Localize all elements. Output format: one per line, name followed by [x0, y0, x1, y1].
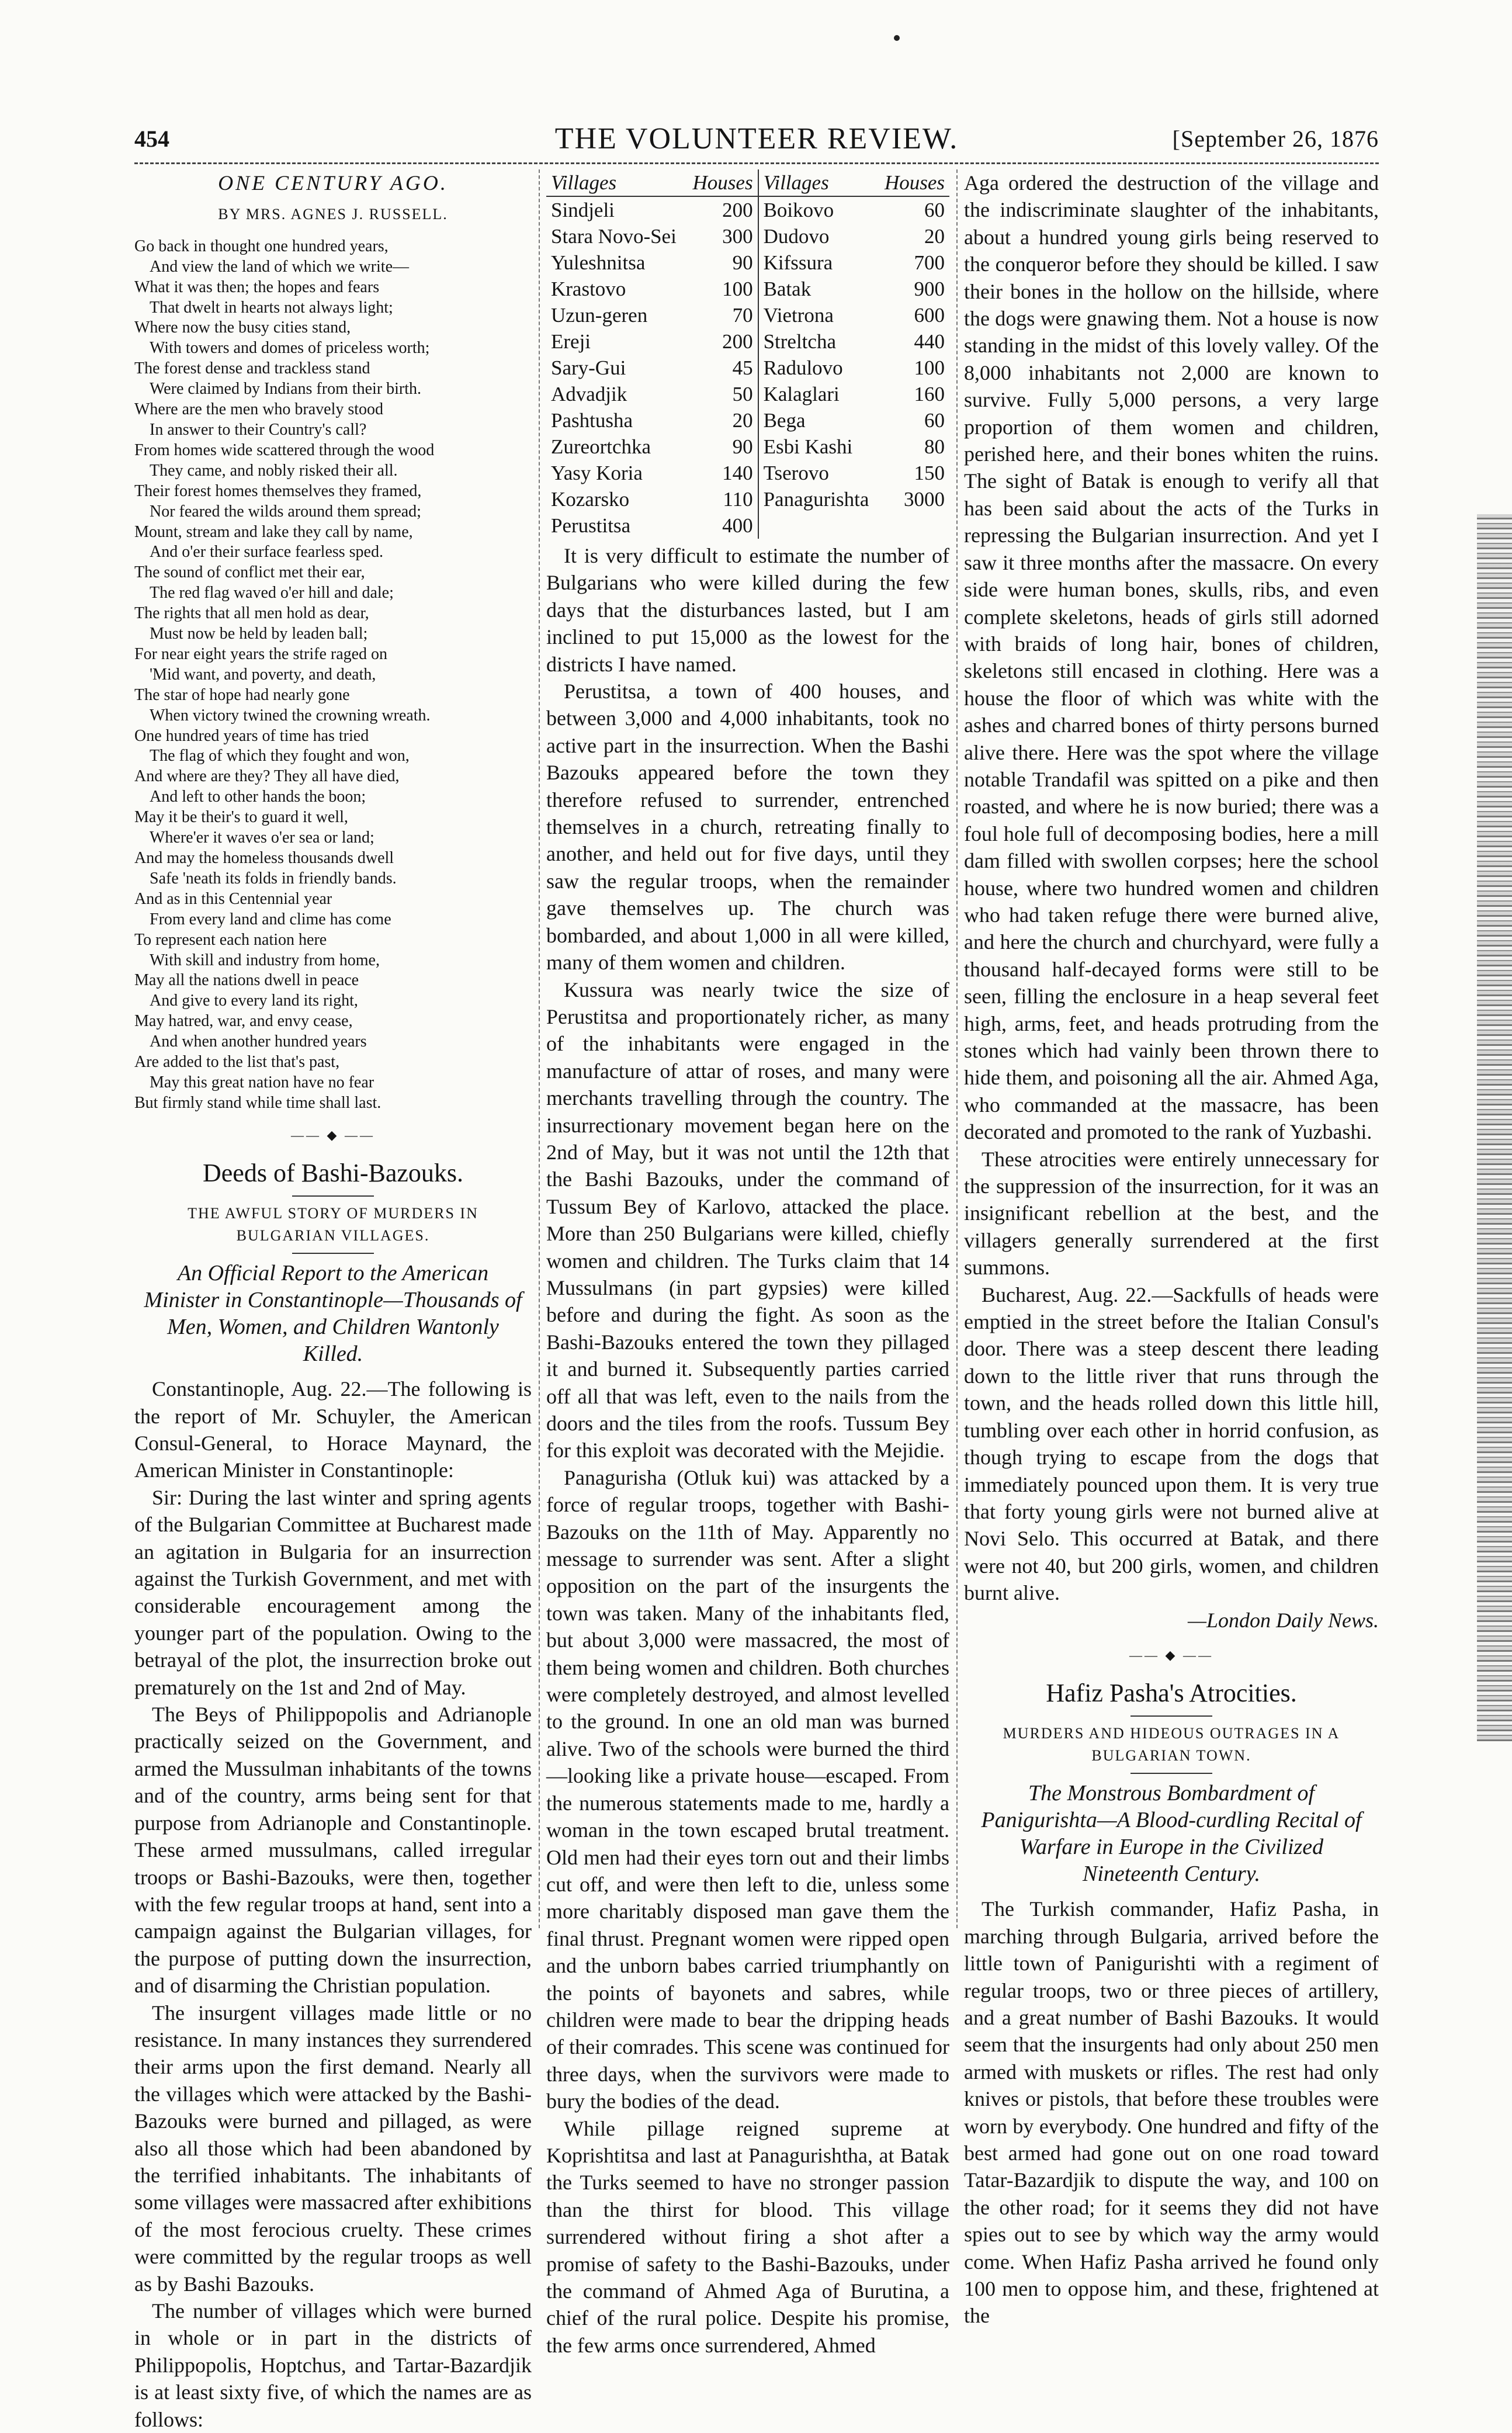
village-name: Ereji: [551, 330, 591, 353]
village-name: [758, 512, 878, 539]
poem-line: And left to other hands the boon;: [150, 788, 366, 806]
poem-line: And when another hundred years: [150, 1032, 367, 1051]
house-count: 70: [732, 304, 753, 327]
house-count: 90: [732, 435, 753, 458]
paragraph: Constantinople, Aug. 22.—The following is the report of Mr. Schuyler, the American Consul-General, to Horace Maynard, the American Minister in Constantinople:: [134, 1377, 532, 1482]
house-count: 150: [914, 462, 945, 484]
poem-body: [134, 237, 532, 1114]
table-row: [546, 223, 949, 249]
table-row: [546, 302, 949, 328]
issue-date: [September 26, 1876: [1172, 126, 1379, 152]
house-count: 20: [924, 225, 945, 248]
table-row: [546, 486, 949, 512]
subhead-rule: [1130, 1773, 1212, 1774]
table-row: [546, 196, 949, 223]
article-headline: Hafiz Pasha's Atrocities.: [1046, 1679, 1297, 1708]
house-count: 110: [723, 488, 753, 511]
section-ornament: —— ◆ ——: [1129, 1647, 1213, 1662]
article-subhead: THE AWFUL STORY OF MURDERS IN BULGARIAN VILLAGES.: [188, 1205, 478, 1245]
paragraph: Aga ordered the destruction of the village and the indiscriminate slaughter of the inhabitants, about a hundred young girls being reserved to the conqueror before they should be killed. I saw their bones in the hollow on the hillside, where the dogs were gnawing them. Not a house is now standing in the midst of this lovely valley. Of the 8,000 inhabitants not 2,000 are known to survive. Fully 5,000 persons, a very large proportion of them women and children, perished here, and their bones whiten the ruins. The sight of Batak is enough to verify all that has been said about the acts of the Turks in repressing the Bulgarian insurrection. And yet I saw it three months after the massacre. On every side were human bones, skulls, ribs, and even complete skeletons, heads of girls still adorned with braids of long hair, bones of children, skeletons still encased in clothing. Here was a house the floor of which was white with the ashes and charred bones of thirty persons burned alive there. Here was the spot where the village notable Trandafil was spitted on a pike and then roasted, and where he is now buried; there was a foul hole full of decomposing bodies, here a mill dam filled with swollen corpses; here the school house, where two hundred women and children who had taken refuge there were burned alive, and here the church and churchyard, were fully a thousand half-decayed forms were still to be seen, filling the enclosure in a heap several feet high, arms, feet, and heads protruding from the stones which had vainly been thrown there to hide them, and poisoning all the air. Ahmed Aga, who commanded at the massacre, has been decorated and promoted to the rank of Yuzbashi.: [964, 171, 1379, 1144]
poem-line: Are added to the list that's past,: [134, 1053, 340, 1072]
table-row: [546, 249, 949, 276]
article-subhead: MURDERS AND HIDEOUS OUTRAGES IN A BULGARIAN TOWN.: [1003, 1725, 1340, 1765]
poem-line: Nor feared the wilds around them spread;: [150, 502, 421, 521]
poem-line: And as in this Centennial year: [134, 889, 332, 908]
village-name: Panagurishta: [758, 486, 878, 512]
poem-line: With skill and industry from home,: [150, 951, 380, 969]
village-name: Streltcha: [758, 328, 878, 355]
village-name: Yuleshnitsa: [551, 251, 646, 274]
poem-line: Safe 'neath its folds in friendly bands.: [150, 869, 397, 888]
house-count: 160: [914, 383, 945, 406]
table-row: [546, 434, 949, 460]
poem-line: The rights that all men hold as dear,: [134, 604, 369, 623]
paragraph: Perustitsa, a town of 400 houses, and between 3,000 and 4,000 inhabitants, took no active part in the insurrection. When the Bashi Bazouks appeared before the town they therefore refused to surrender, entrenched themselves in a church, retreating finally to another, and held out for five days, until they saw the regular troops, when the remainder gave themselves up. The church was bombarded, and about 1,000 in all were killed, many of them women and children.: [546, 680, 949, 975]
poem-line: Go back in thought one hundred years,: [134, 237, 389, 255]
house-count: 400: [722, 514, 753, 537]
table-row: [546, 407, 949, 434]
village-name: Kalaglari: [758, 381, 878, 407]
paragraph: These atrocities were entirely unnecessary for the suppression of the insurrection, for it was an insignificant rebellion at the best, and the villagers generally surrendered at the first summons.: [964, 1147, 1379, 1280]
house-count: 600: [914, 304, 945, 327]
poem-line: The sound of conflict met their ear,: [134, 563, 365, 582]
paragraph: The Turkish commander, Hafiz Pasha, in marching through Bulgaria, arrived before the little town of Panigurishti with a regiment of regular troops, two or three pieces of artillery, and a great number of Bashi Bazouks. It would seem that the insurgents had only about 250 men armed with muskets or rifles. The rest had only knives or pistols, that before these troubles were worn by everybody. One hundred and fifty of the best armed had gone out on one road toward Tatar-Bazardjik to dispute the way, and 100 on the other road; for it seems they did not have spies out to see by which way the army would come. When Hafiz Pasha arrived he found only 100 men to oppose him, and these, frightened at the: [964, 1897, 1379, 2328]
table-row: [546, 276, 949, 302]
poem-line: Mount, stream and lake they call by name,: [134, 522, 413, 541]
house-count: 20: [732, 409, 753, 432]
table-row: [546, 512, 949, 539]
poem-line: And view the land of which we write—: [150, 257, 409, 276]
article-headline: Deeds of Bashi-Bazouks.: [202, 1159, 463, 1188]
house-count: 3000: [904, 488, 945, 511]
table-header: Houses: [878, 169, 949, 196]
column-3: [964, 169, 1379, 2328]
poem-author: BY MRS. AGNES J. RUSSELL.: [218, 206, 448, 223]
village-name: Vietrona: [758, 302, 878, 328]
table-row: [546, 355, 949, 381]
article-deck: An Official Report to the American Minister in Constantinople—Thousands of Men, Women, and Children Wantonly Killed.: [144, 1261, 522, 1367]
signature-text: —London Daily News.: [1187, 1608, 1379, 1632]
village-name: Pashtusha: [551, 409, 633, 432]
village-name: Dudovo: [758, 223, 878, 249]
column-1: [134, 169, 532, 2431]
poem-line: May this great nation have no fear: [150, 1073, 374, 1091]
table-header: Villages: [758, 169, 878, 196]
poem-line: One hundred years of time has tried: [134, 726, 369, 745]
poem-line: Must now be held by leaden ball;: [150, 625, 368, 643]
house-count: 300: [722, 225, 753, 248]
print-speck: [894, 35, 900, 41]
poem-line: In answer to their Country's call?: [150, 420, 367, 439]
column-2: [546, 169, 949, 2357]
village-name: Boikovo: [758, 196, 878, 223]
house-count: [878, 512, 949, 539]
poem-line: And may the homeless thousands dwell: [134, 849, 394, 867]
village-name: Sary-Gui: [551, 356, 626, 379]
paragraph: The Beys of Philippopolis and Adrianople practically seized on the Government, and armed the Mussulman inhabitants of the towns and of the country, arms being sent for that purpose from Adrianople and Constantinople. These armed mussulmans, called irregular troops or Bashi-Bazouks, were then, together with the few regular troops at hand, sent into a campaign against the Bulgarian villages, for the purpose of putting down the insurrection, and of disarming the Christian population.: [134, 1703, 532, 1998]
poem-line: With towers and domes of priceless worth;: [150, 339, 430, 358]
poem-line: 'Mid want, and poverty, and death,: [150, 665, 376, 684]
village-name: Perustitsa: [551, 514, 631, 537]
headline-rule: [292, 1195, 374, 1197]
poem-line: Their forest homes themselves they framed,: [134, 481, 422, 500]
subhead-rule: [292, 1253, 374, 1254]
page-number: 454: [134, 126, 169, 152]
paragraph: Sir: During the last winter and spring agents of the Bulgarian Committee at Bucharest made an agitation in Bulgaria for an insurrection against the Turkish Government, and met with considerable encouragement among the younger part of the population. Owing to the betrayal of the plot, the insurrection broke out prematurely on the 1st and 2nd of May.: [134, 1485, 532, 1699]
article-signature: [964, 1607, 1379, 1634]
village-name: Esbi Kashi: [758, 434, 878, 460]
poem-line: To represent each nation here: [134, 930, 327, 949]
house-count: 200: [722, 199, 753, 221]
paragraph: While pillage reigned supreme at Koprishtitsa and last at Panagurishtha, at Batak the Turks seemed to have no stronger passion than the thirst for blood. This village surrendered without firing a shot after a promise of safety to the Bashi-Bazouks, under the command of Ahmed Aga of Burutina, a chief of the rural police. Despite his promise, the few arms once surrendered, Ahmed: [546, 2116, 949, 2357]
villages-table: [546, 169, 949, 539]
house-count: 80: [924, 435, 945, 458]
poem-line: The red flag waved o'er hill and dale;: [150, 584, 394, 602]
paragraph: The number of villages which were burned in whole or in part in the districts of Philippopolis, Hoptchus, and Tartar-Bazardjik is at least sixty five, of which the names are as follows:: [134, 2299, 532, 2431]
table-row: [546, 328, 949, 355]
poem-line: From homes wide scattered through the wood: [134, 441, 435, 459]
column-divider: [539, 169, 540, 1928]
article-body: [134, 1375, 532, 2433]
house-count: 45: [732, 356, 753, 379]
paragraph: It is very difficult to estimate the number of Bulgarians who were killed during the few days that the disturbances lasted, but I am inclined to put 15,000 as the lowest for the districts I have named.: [546, 544, 949, 676]
paragraph: Kussura was nearly twice the size of Perustitsa and proportionately richer, as many of the inhabitants were engaged in the manufacture of attar of roses, and many were merchants travelling through the country. The insurrectionary movement began here on the 2nd of May, but it was not until the 12th that the Bashi Bazouks, under the command of Tussum Bey of Karlovo, attacked the place. More than 250 Bulgarians were killed, chiefly women and children. The Turks claim that 14 Mussulmans (in part gypsies) were killed before and during the fight. As soon as the Bashi-Bazouks entered the town they pillaged it and burned it. Subsequently parties carried off all that was left, even to the nails from the doors and the tiles from the roofs. Tussum Bey for this exploit was decorated with the Mejidie.: [546, 978, 949, 1462]
paragraph: Bucharest, Aug. 22.—Sackfulls of heads were emptied in the street before the Italian Consul's door. There was a steep descent there leading down to the little river that runs through the town, and the heads rolled down this little hill, tumbling over each other in horrid confusion, as though trying to escape from the dogs that immediately pounced upon them. It is very true that forty young girls were not burned alive at Novi Selo. This occurred at Batak, and there were not 40, but 200 girls, women, and children burnt alive.: [964, 1283, 1379, 1605]
poem-line: And give to every land its right,: [150, 992, 358, 1010]
village-name: Advadjik: [551, 383, 627, 406]
house-count: 100: [914, 356, 945, 379]
article-body: [964, 169, 1379, 1607]
village-name: Zureortchka: [551, 435, 651, 458]
article-body: [964, 1895, 1379, 2330]
poem-line: When victory twined the crowning wreath.: [150, 706, 431, 725]
village-name: Kozarsko: [551, 488, 630, 511]
house-count: 900: [914, 278, 945, 300]
village-name: Tserovo: [758, 460, 878, 486]
scan-edge-artifact: [1477, 514, 1512, 1741]
article-deck: The Monstrous Bombardment of Panigurishta—A Blood-curdling Recital of Warfare in Europe in the Civilized Nineteenth Century.: [981, 1781, 1362, 1887]
house-count: 140: [722, 462, 753, 484]
header-rule: [134, 162, 1379, 164]
poem-line: That dwelt in hearts not always light;: [150, 298, 393, 317]
village-name: Uzun-geren: [551, 304, 648, 327]
poem-line: Where now the busy cities stand,: [134, 318, 351, 337]
page-header: [134, 122, 1379, 162]
article-body: [546, 542, 949, 2359]
poem-line: And o'er their surface fearless sped.: [150, 543, 383, 562]
poem-line: What it was then; the hopes and fears: [134, 278, 380, 296]
village-name: Batak: [758, 276, 878, 302]
table-header: Houses: [686, 169, 758, 196]
house-count: 60: [924, 409, 945, 432]
poem-line: Where'er it waves o'er sea or land;: [150, 829, 374, 847]
poem-line: From every land and clime has come: [150, 910, 391, 928]
village-name: Krastovo: [551, 278, 626, 300]
village-name: Yasy Koria: [551, 462, 643, 484]
section-ornament: —— ◆ ——: [291, 1127, 375, 1142]
table-row: [546, 460, 949, 486]
house-count: 90: [732, 251, 753, 274]
house-count: 50: [732, 383, 753, 406]
poem-line: Were claimed by Indians from their birth.: [150, 380, 422, 398]
poem-line: And where are they? They all have died,: [134, 767, 400, 786]
paragraph: The insurgent villages made little or no resistance. In many instances they surrendered their arms upon the first demand. Nearly all the villages which were attacked by the Bashi-Bazouks were burned and pillaged, as were also all those which had been abandoned by the terrified inhabitants. The inhabitants of some villages were massacred after exhibitions of the most ferocious cruelty. These crimes were committed by the regular troops as well as by Bashi Bazouks.: [134, 2001, 532, 2296]
poem-line: The flag of which they fought and won,: [150, 747, 410, 765]
village-name: Stara Novo-Sei: [551, 225, 677, 248]
house-count: 700: [914, 251, 945, 274]
house-count: 440: [914, 330, 945, 353]
poem-line: They came, and nobly risked their all.: [150, 461, 398, 480]
poem-line: May it be their's to guard it well,: [134, 808, 348, 827]
newspaper-title: THE VOLUNTEER REVIEW.: [554, 122, 959, 155]
house-count: 200: [722, 330, 753, 353]
village-name: Bega: [758, 407, 878, 434]
table-header: Villages: [546, 169, 686, 196]
poem-line: But firmly stand while time shall last.: [134, 1093, 382, 1112]
village-name: Sindjeli: [551, 199, 615, 221]
table-row: [546, 381, 949, 407]
poem-line: Where are the men who bravely stood: [134, 400, 384, 419]
house-count: 60: [924, 199, 945, 221]
poem-line: For near eight years the strife raged on: [134, 644, 388, 663]
paragraph: Panagurisha (Otluk kui) was attacked by a force of regular troops, together with Bashi-Bazouks on the 11th of May. Apparently no message to surrender was sent. After a slight opposition on the part of the insurgents the town was taken. Many of the inhabitants fled, but about 3,000 were massacred, the most of them being women and children. Both churches were completely destroyed, and almost levelled to the ground. In one an old man was burned alive. Two of the schools were burned the third—looking like a private house—escaped. From the numerous statements made to me, hardly a woman in the town escaped brutal treatment. Old men had their eyes torn out and their limbs cut off, and were then left to die, unless some more charitably disposed man gave them the final thrust. Pregnant women were ripped open and the unborn babes carried triumphantly on the points of bayonets and sabres, while children were made to bear the dripping heads of their comrades. This scene was continued for three days, when the survivors were made to bury the bodies of the dead.: [546, 1465, 949, 2113]
table-header-row: [546, 169, 949, 196]
village-name: Radulovo: [758, 355, 878, 381]
poem-line: The forest dense and trackless stand: [134, 359, 370, 378]
poem-line: May all the nations dwell in peace: [134, 971, 359, 990]
poem-line: The star of hope had nearly gone: [134, 685, 350, 704]
village-name: Kifssura: [758, 249, 878, 276]
column-divider: [956, 169, 958, 1928]
poem-line: May hatred, war, and envy cease,: [134, 1012, 353, 1031]
house-count: 100: [722, 278, 753, 300]
headline-rule: [1130, 1715, 1212, 1717]
poem-title: ONE CENTURY AGO.: [218, 171, 448, 195]
